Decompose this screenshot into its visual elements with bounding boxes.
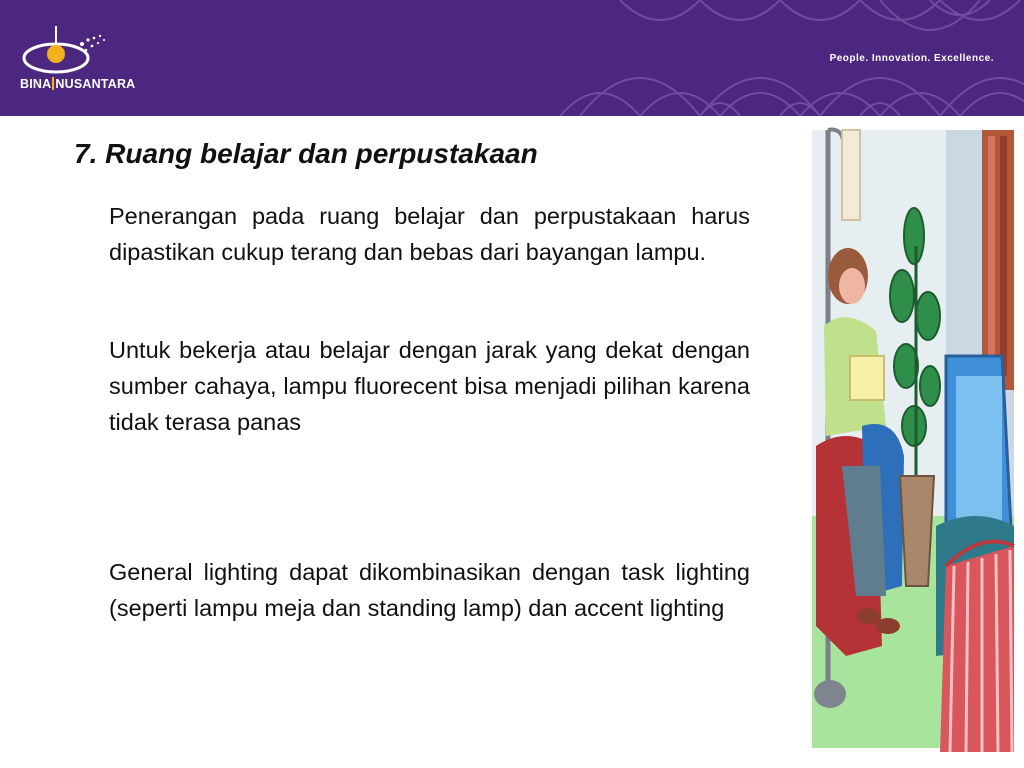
- paragraph-general-lighting: General lighting dapat dikombinasikan dengan task lighting (seperti lampu meja dan standing lamp) dan accent lighting: [109, 559, 750, 621]
- tagline: People. Innovation. Excellence.: [829, 53, 994, 64]
- paragraph-fluorescent-lamp: Untuk bekerja atau belajar dengan jarak yang dekat dengan sumber cahaya, lampu fluorecent bisa menjadi pilihan karena tidak terasa panas: [109, 337, 750, 435]
- paragraph-lighting-study-room: Penerangan pada ruang belajar dan perpustakaan harus dipastikan cukup terang dan bebas dari bayangan lampu.: [109, 203, 750, 265]
- logo-text-right: NUSANTARA: [55, 77, 136, 91]
- logo-wordmark: [20, 77, 135, 91]
- slide-title: 7. Ruang belajar dan perpustakaan: [74, 138, 538, 169]
- header-banner: [0, 0, 1024, 116]
- logo-text-left: BINA: [20, 77, 52, 91]
- reading-room-clipart-icon: [806, 126, 1020, 752]
